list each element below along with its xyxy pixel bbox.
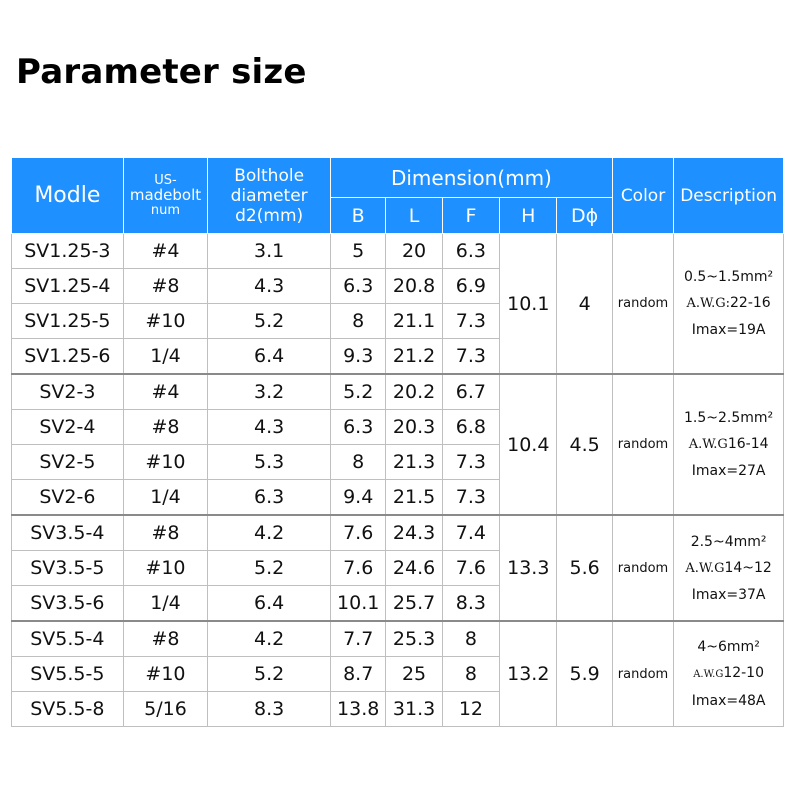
- f-cell: 7.6: [442, 551, 499, 586]
- f-cell: 8.3: [442, 586, 499, 622]
- table-row: [12, 515, 784, 551]
- b-cell: 13.8: [331, 692, 386, 727]
- d2-cell: 5.2: [208, 657, 331, 692]
- f-cell: 7.3: [442, 480, 499, 516]
- d2-cell: 4.2: [208, 621, 331, 657]
- desc-range: 4~6mm²: [697, 639, 760, 655]
- bolt-cell: 1/4: [123, 339, 208, 375]
- f-cell: 12: [442, 692, 499, 727]
- d2-cell: 5.2: [208, 304, 331, 339]
- model-cell: SV1.25-6: [12, 339, 124, 375]
- desc-imax: Imax=27A: [691, 463, 766, 479]
- bolt-cell: #8: [123, 515, 208, 551]
- bolt-cell: 1/4: [123, 586, 208, 622]
- b-cell: 8: [331, 304, 386, 339]
- model-cell: SV2-3: [12, 374, 124, 410]
- h-cell: 13.3: [500, 515, 557, 621]
- model-cell: SV1.25-3: [12, 234, 124, 269]
- header-f: F: [442, 198, 499, 234]
- d2-cell: 6.4: [208, 586, 331, 622]
- b-cell: 6.3: [331, 269, 386, 304]
- f-cell: 8: [442, 621, 499, 657]
- f-cell: 7.3: [442, 339, 499, 375]
- l-cell: 25: [386, 657, 442, 692]
- l-cell: 21.5: [386, 480, 442, 516]
- desc-range: 1.5~2.5mm²: [684, 410, 774, 426]
- header-d-phi: Dϕ: [557, 198, 612, 234]
- f-cell: 8: [442, 657, 499, 692]
- f-cell: 6.8: [442, 410, 499, 445]
- desc-range: 2.5~4mm²: [690, 533, 767, 550]
- d-phi-cell: 5.9: [557, 621, 612, 727]
- bolt-cell: #10: [123, 551, 208, 586]
- l-cell: 25.3: [386, 621, 442, 657]
- table-row: [12, 374, 784, 410]
- model-cell: SV5.5-8: [12, 692, 124, 727]
- f-cell: 6.3: [442, 234, 499, 269]
- table-row: [12, 234, 784, 269]
- b-cell: 5.2: [331, 374, 386, 410]
- bolt-cell: #4: [123, 234, 208, 269]
- page-title: Parameter size: [16, 52, 307, 92]
- d2-cell: 6.4: [208, 339, 331, 375]
- description-cell: [674, 234, 784, 375]
- bolt-cell: 1/4: [123, 480, 208, 516]
- bolt-cell: #10: [123, 304, 208, 339]
- l-cell: 20.3: [386, 410, 442, 445]
- model-cell: SV1.25-4: [12, 269, 124, 304]
- header-description: Description: [674, 158, 784, 234]
- color-cell: random: [612, 621, 673, 727]
- desc-imax: Imax=19A: [691, 322, 766, 338]
- h-cell: 10.1: [500, 234, 557, 375]
- l-cell: 20: [386, 234, 442, 269]
- desc-range: 0.5~1.5mm²: [684, 269, 774, 285]
- d2-cell: 5.3: [208, 445, 331, 480]
- b-cell: 10.1: [331, 586, 386, 622]
- header-h: H: [500, 198, 557, 234]
- bolt-cell: #8: [123, 621, 208, 657]
- d-phi-cell: 4: [557, 234, 612, 375]
- l-cell: 20.2: [386, 374, 442, 410]
- table-row: [12, 621, 784, 657]
- l-cell: 21.2: [386, 339, 442, 375]
- d2-cell: 4.3: [208, 269, 331, 304]
- l-cell: 24.6: [386, 551, 442, 586]
- b-cell: 7.6: [331, 551, 386, 586]
- h-cell: 13.2: [500, 621, 557, 727]
- f-cell: 7.3: [442, 445, 499, 480]
- model-cell: SV2-6: [12, 480, 124, 516]
- bolt-cell: #10: [123, 445, 208, 480]
- model-cell: SV5.5-5: [12, 657, 124, 692]
- b-cell: 6.3: [331, 410, 386, 445]
- h-cell: 10.4: [500, 374, 557, 515]
- model-cell: SV2-5: [12, 445, 124, 480]
- header-bolthole-diameter: Bolthole diameter d2(mm): [208, 158, 331, 234]
- header-model: Modle: [12, 158, 124, 234]
- d2-cell: 8.3: [208, 692, 331, 727]
- desc-awg: A.W.G16-14: [688, 436, 769, 452]
- d2-cell: 5.2: [208, 551, 331, 586]
- bolt-cell: 5/16: [123, 692, 208, 727]
- b-cell: 8: [331, 445, 386, 480]
- b-cell: 9.3: [331, 339, 386, 375]
- l-cell: 20.8: [386, 269, 442, 304]
- d-phi-cell: 5.6: [557, 515, 612, 621]
- b-cell: 7.7: [331, 621, 386, 657]
- desc-imax: Imax=48A: [691, 693, 766, 709]
- d2-cell: 6.3: [208, 480, 331, 516]
- header-l: L: [386, 198, 442, 234]
- parameter-table: [11, 157, 784, 727]
- f-cell: 7.4: [442, 515, 499, 551]
- color-cell: random: [612, 515, 673, 621]
- l-cell: 24.3: [386, 515, 442, 551]
- model-cell: SV2-4: [12, 410, 124, 445]
- f-cell: 6.7: [442, 374, 499, 410]
- d2-cell: 3.1: [208, 234, 331, 269]
- d-phi-cell: 4.5: [557, 374, 612, 515]
- l-cell: 25.7: [386, 586, 442, 622]
- model-cell: SV3.5-4: [12, 515, 124, 551]
- color-cell: random: [612, 234, 673, 375]
- bolt-cell: #4: [123, 374, 208, 410]
- b-cell: 9.4: [331, 480, 386, 516]
- model-cell: SV5.5-4: [12, 621, 124, 657]
- desc-awg: A.W.G14~12: [685, 559, 772, 576]
- bolt-cell: #8: [123, 269, 208, 304]
- bolt-cell: #10: [123, 657, 208, 692]
- model-cell: SV3.5-5: [12, 551, 124, 586]
- header-b: B: [331, 198, 386, 234]
- l-cell: 21.3: [386, 445, 442, 480]
- header-dimension: Dimension(mm): [331, 158, 613, 198]
- b-cell: 7.6: [331, 515, 386, 551]
- d2-cell: 3.2: [208, 374, 331, 410]
- desc-awg: A.W.G12-10: [693, 665, 764, 681]
- header-color: Color: [612, 158, 673, 234]
- description-cell: [674, 515, 784, 621]
- model-cell: SV3.5-6: [12, 586, 124, 622]
- description-cell: [674, 621, 784, 727]
- desc-imax: Imax=37A: [691, 586, 766, 603]
- f-cell: 7.3: [442, 304, 499, 339]
- d2-cell: 4.2: [208, 515, 331, 551]
- color-cell: random: [612, 374, 673, 515]
- model-cell: SV1.25-5: [12, 304, 124, 339]
- l-cell: 21.1: [386, 304, 442, 339]
- f-cell: 6.9: [442, 269, 499, 304]
- b-cell: 8.7: [331, 657, 386, 692]
- b-cell: 5: [331, 234, 386, 269]
- header-us-bolt: US- madebolt num: [123, 158, 208, 234]
- desc-awg: A.W.G:22-16: [686, 295, 771, 311]
- description-cell: [674, 374, 784, 515]
- l-cell: 31.3: [386, 692, 442, 727]
- bolt-cell: #8: [123, 410, 208, 445]
- d2-cell: 4.3: [208, 410, 331, 445]
